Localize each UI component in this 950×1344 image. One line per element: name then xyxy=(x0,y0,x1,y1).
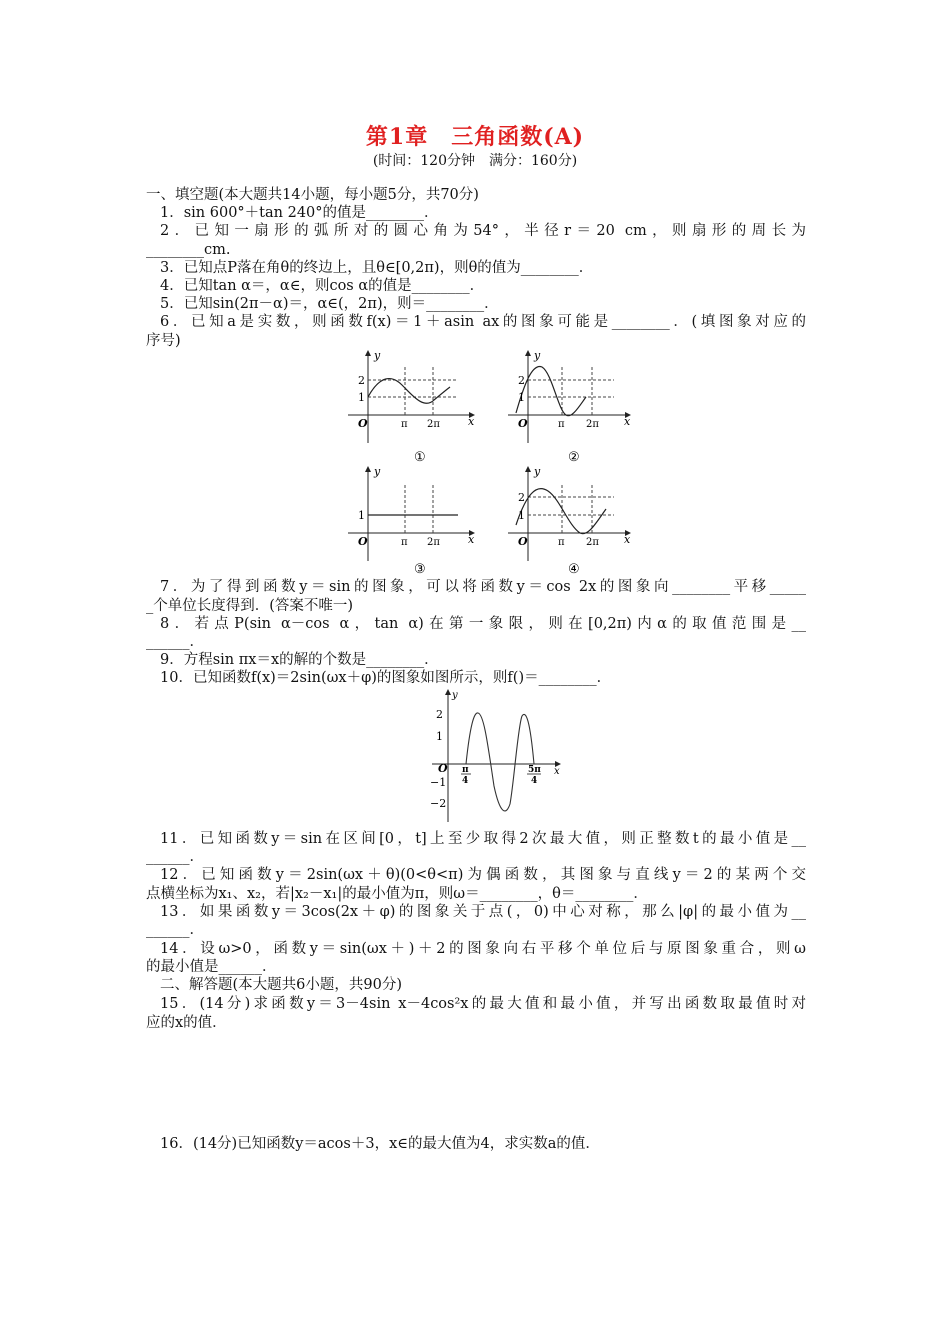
fig10-left-den: 4 xyxy=(462,776,469,786)
graph-2-origin: O xyxy=(518,417,528,430)
graph-1-y-label: y xyxy=(374,349,381,362)
graph-1-origin: O xyxy=(358,417,368,430)
graph-3-tick-1: 1 xyxy=(358,509,365,522)
question-2: 2．已知一扇形的弧所对的圆心角为54°，半径r＝20 cm，则扇形的周长为 xyxy=(160,223,806,239)
graph-1 xyxy=(348,349,475,465)
graph-3-x-label: x xyxy=(468,533,475,546)
graph-4-tick-2: 2 xyxy=(518,491,525,504)
question-4: 4．已知tan α＝，α∈，则cos α的值是________． xyxy=(160,278,485,294)
fig10-tick-neg1: −1 xyxy=(430,776,447,789)
graph-1-label: ① xyxy=(414,450,426,465)
section-heading-answer: 二、解答题(本大题共6小题，共90分) xyxy=(160,977,402,993)
section-heading-fill-blank: 一、填空题(本大题共14小题，每小题5分，共70分) xyxy=(146,187,479,203)
fig10-right-den: 4 xyxy=(531,776,538,786)
graph-1-tick-2: 2 xyxy=(358,374,365,387)
question-6: 6．已知a是实数，则函数f(x)＝1＋asin ax的图象可能是________．(填图象对应的 xyxy=(160,314,806,330)
fig10-y-label: y xyxy=(452,690,458,701)
question-10-figure xyxy=(418,686,568,826)
question-2-cont: ________cm. xyxy=(146,242,231,258)
question-6-cont: 序号) xyxy=(146,333,181,349)
graph-2-2pi: 2π xyxy=(586,419,599,430)
graph-3-label: ③ xyxy=(414,562,426,575)
question-14: 14．设ω>0，函数y＝sin(ωx＋)＋2的图象向右平移个单位后与原图象重合，则ω xyxy=(160,941,806,957)
graph-2-tick-2: 2 xyxy=(518,374,525,387)
graph-4-label: ④ xyxy=(568,562,580,575)
question-7: 7．为了得到函数y＝sin的图象，可以将函数y＝cos 2x的图象向________平移_____ xyxy=(160,579,806,595)
question-12: 12．已知函数y＝2sin(ωx＋θ)(0<θ<π)为偶函数，其图象与直线y＝2的某两个交 xyxy=(160,867,806,883)
question-10: 10．已知函数f(x)＝2sin(ωx＋φ)的图象如图所示，则f()＝________． xyxy=(160,670,612,686)
graph-4-y-label: y xyxy=(534,465,541,478)
graph-2-y-label: y xyxy=(534,349,541,362)
graph-1-tick-1: 1 xyxy=(358,391,365,404)
question-13-cont: ______． xyxy=(146,922,204,938)
question-9: 9．方程sin πx＝x的解的个数是________． xyxy=(160,652,439,668)
question-7-cont: _个单位长度得到．(答案不唯一) xyxy=(146,598,354,614)
graph-1-x-label: x xyxy=(468,415,475,428)
graph-2-pi: π xyxy=(558,419,565,430)
fig10-tick-1: 1 xyxy=(436,730,443,743)
question-6-graphs xyxy=(330,345,650,575)
graph-4-tick-1: 1 xyxy=(518,509,525,522)
question-16: 16．(14分)已知函数y＝acos＋3，x∈的最大值为4，求实数a的值． xyxy=(160,1136,600,1152)
fig10-x-label: x xyxy=(554,766,560,777)
question-13: 13．如果函数y＝3cos(2x＋φ)的图象关于点(，0)中心对称，那么|φ|的最小值为__ xyxy=(160,904,806,920)
page-subtitle: (时间：120分钟 满分：160分) xyxy=(372,153,578,169)
page-title: 第1章 三角函数(A) xyxy=(365,124,585,150)
graph-2-tick-1: 1 xyxy=(518,391,525,404)
question-8-cont: ______． xyxy=(146,634,204,650)
graph-3-pi: π xyxy=(401,537,408,548)
graph-4-x-label: x xyxy=(624,533,631,546)
graph-2-x-label: x xyxy=(624,415,631,428)
fig10-left-num: π xyxy=(462,765,469,775)
graph-2-label: ② xyxy=(568,450,580,465)
question-8: 8．若点P(sin α－cos α，tan α)在第一象限，则在[0,2π)内α的取值范围是__ xyxy=(160,616,806,632)
graph-2 xyxy=(508,349,631,465)
question-3: 3．已知点P落在角θ的终边上，且θ∈[0,2π)，则θ的值为________． xyxy=(160,260,594,276)
fig10-right-num: 5π xyxy=(528,765,541,775)
graph-4-pi: π xyxy=(558,537,565,548)
fig10-origin: O xyxy=(438,762,448,775)
graph-1-pi: π xyxy=(401,419,408,430)
graph-3-y-label: y xyxy=(374,465,381,478)
graph-3 xyxy=(348,465,475,575)
graph-4-origin: O xyxy=(518,535,528,548)
question-15-cont: 应的x的值． xyxy=(146,1015,227,1031)
graph-4 xyxy=(508,465,631,575)
graph-1-2pi: 2π xyxy=(427,419,440,430)
fig10-tick-neg2: −2 xyxy=(430,797,447,810)
question-12-cont: 点横坐标为x₁、x₂，若|x₂－x₁|的最小值为π，则ω＝________，θ＝________． xyxy=(146,886,648,902)
graph-3-2pi: 2π xyxy=(427,537,440,548)
fig10-tick-2: 2 xyxy=(436,708,443,721)
graph-4-2pi: 2π xyxy=(586,537,599,548)
question-5: 5．已知sin(2π－α)＝，α∈(，2π)，则＝________． xyxy=(160,296,499,312)
question-15: 15．(14分)求函数y＝3－4sin x－4cos²x的最大值和最小值，并写出函数取最值时对 xyxy=(160,996,806,1012)
question-1: 1．sin 600°＋tan 240°的值是________． xyxy=(160,205,439,221)
graph-3-origin: O xyxy=(358,535,368,548)
question-11: 11．已知函数y＝sin在区间[0，t]上至少取得2次最大值，则正整数t的最小值是__ xyxy=(160,831,806,847)
question-11-cont: ______． xyxy=(146,849,204,865)
question-14-cont: 的最小值是______． xyxy=(146,959,277,975)
